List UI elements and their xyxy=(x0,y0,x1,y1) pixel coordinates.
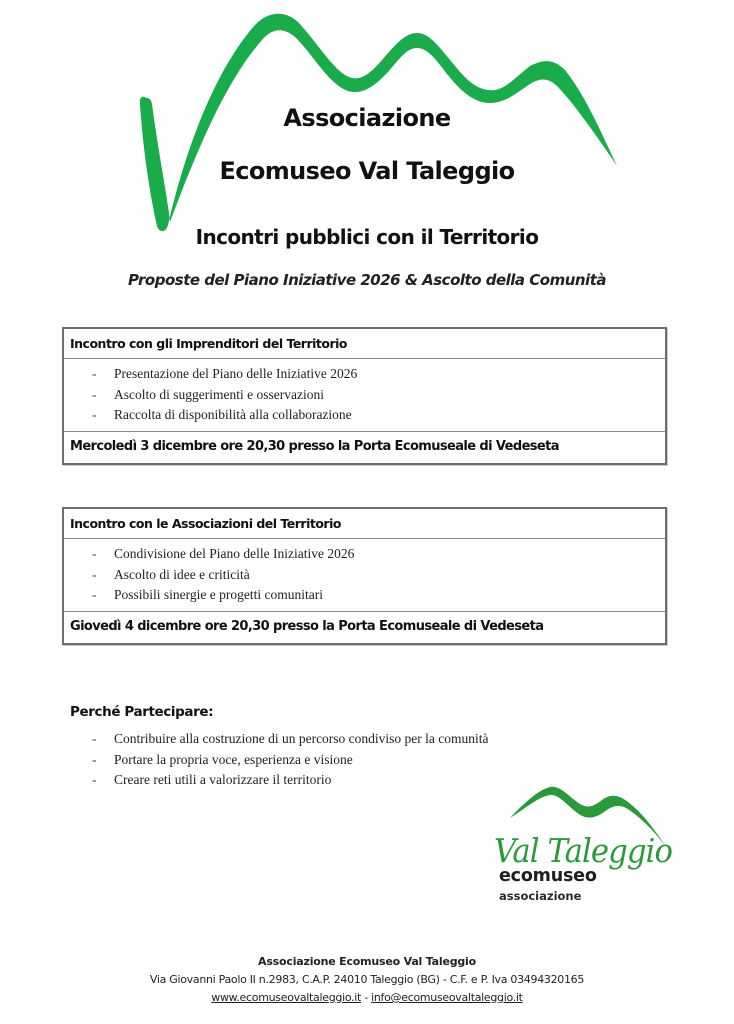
footer-org-name: Associazione Ecomuseo Val Taleggio xyxy=(258,955,476,968)
dash-bullet-icon: - xyxy=(92,407,97,422)
event-title: Incontro con gli Imprenditori del Territorio xyxy=(64,329,665,359)
list-item-text: Condivisione del Piano delle Iniziative 2026 xyxy=(114,546,355,561)
list-item xyxy=(64,364,665,385)
event-date-location: Giovedì 4 dicembre ore 20,30 presso la Porta Ecomuseale di Vedeseta xyxy=(70,619,544,634)
list-item-text: Portare la propria voce, esperienza e visione xyxy=(114,751,353,767)
dash-bullet-icon: - xyxy=(92,751,97,767)
list-item-text: Presentazione del Piano delle Iniziative 2026 xyxy=(114,366,358,381)
event-box-associations xyxy=(62,507,667,645)
list-item xyxy=(64,750,564,771)
list-item xyxy=(64,405,665,426)
dash-bullet-icon: - xyxy=(92,546,97,561)
event-agenda-list xyxy=(64,359,665,432)
list-item xyxy=(64,385,665,406)
event-box-entrepreneurs xyxy=(62,327,667,465)
footer xyxy=(0,953,734,1007)
dash-bullet-icon: - xyxy=(92,386,97,402)
list-item-text: Raccolta di disponibilità alla collaborazione xyxy=(114,407,352,422)
small-logo-associazione: associazione xyxy=(499,889,582,903)
website-link[interactable]: www.ecomuseovaltaleggio.it xyxy=(211,991,362,1004)
org-name-line1: Associazione xyxy=(283,104,451,132)
list-item xyxy=(64,544,665,565)
list-item xyxy=(64,565,665,586)
event-title: Incontro con le Associazioni del Territorio xyxy=(64,509,665,539)
contact-separator: - xyxy=(361,991,372,1004)
event-date-location: Mercoledì 3 dicembre ore 20,30 presso la Porta Ecomuseale di Vedeseta xyxy=(70,439,559,454)
why-participate-heading: Perché Partecipare: xyxy=(70,704,214,720)
small-logo-script: Val Taleggio xyxy=(494,831,673,870)
footer-address: Via Giovanni Paolo II n.2983, C.A.P. 24010 Taleggio (BG) - C.F. e P. Iva 03494320165 xyxy=(149,973,585,986)
dash-bullet-icon: - xyxy=(92,587,97,602)
footer-contacts xyxy=(0,989,734,1007)
list-item xyxy=(64,585,665,606)
email-link[interactable]: info@ecomuseovaltaleggio.it xyxy=(371,991,523,1004)
event-agenda-list xyxy=(64,539,665,612)
dash-bullet-icon: - xyxy=(92,366,97,381)
list-item-text: Ascolto di idee e criticità xyxy=(114,566,250,582)
list-item-text: Possibili sinergie e progetti comunitari xyxy=(114,587,323,602)
dash-bullet-icon: - xyxy=(92,772,97,787)
list-item-text: Creare reti utili a valorizzare il territorio xyxy=(114,772,332,787)
list-item-text: Contribuire alla costruzione di un percorso condiviso per la comunità xyxy=(114,731,489,746)
dash-bullet-icon: - xyxy=(92,731,97,746)
list-item xyxy=(64,729,564,750)
list-item-text: Ascolto di suggerimenti e osservazioni xyxy=(114,386,324,402)
small-logo-ecomuseo: ecomuseo xyxy=(499,866,597,886)
dash-bullet-icon: - xyxy=(92,566,97,582)
page-title: Incontri pubblici con il Territorio xyxy=(195,225,539,249)
org-name-line2: Ecomuseo Val Taleggio xyxy=(219,157,515,185)
page-subtitle: Proposte del Piano Iniziative 2026 & Ascolto della Comunità xyxy=(127,271,606,289)
